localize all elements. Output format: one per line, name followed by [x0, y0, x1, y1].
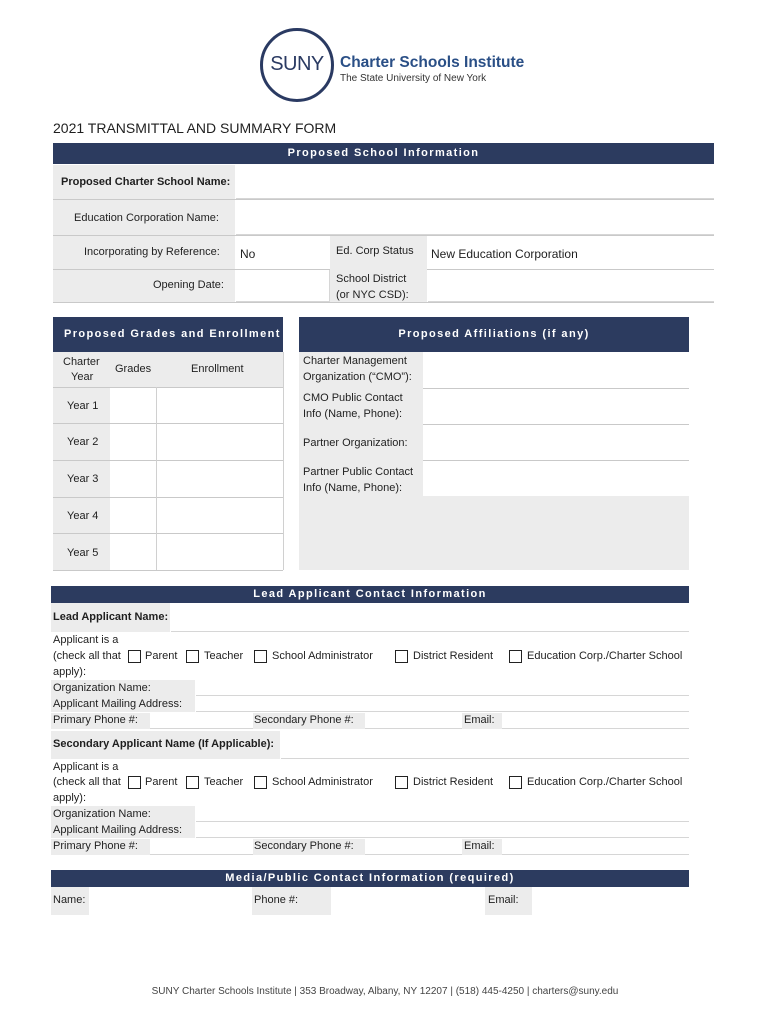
affiliations-header: Proposed Affiliations (if any) — [299, 317, 689, 352]
partner-contact-label-2: Info (Name, Phone): — [303, 482, 403, 494]
footer: SUNY Charter Schools Institute | 353 Broadway, Albany, NY 12207 | (518) 445-4250 | charters@suny.edu — [151, 986, 619, 997]
divider — [423, 388, 689, 389]
partner-label: Partner Organization: — [303, 437, 408, 449]
suny-logo — [258, 28, 548, 108]
media-email-field[interactable] — [532, 887, 689, 915]
divider — [53, 570, 283, 571]
lead-address-field[interactable] — [196, 697, 689, 712]
lead-email-field[interactable] — [502, 713, 689, 729]
media-phone-field[interactable] — [331, 887, 485, 915]
lead-primary-phone-label: Primary Phone #: — [53, 714, 138, 726]
lead-edcorp-label: Education Corp./Charter School — [527, 650, 683, 662]
year-4-label: Year 4 — [67, 510, 99, 522]
divider — [423, 424, 689, 425]
secondary-address-field[interactable] — [196, 823, 689, 838]
lead-name-label: Lead Applicant Name: — [53, 611, 169, 623]
logo-title: Charter Schools Institute — [340, 54, 525, 71]
opening-date-label: Opening Date: — [153, 279, 224, 291]
year-column-bg — [53, 352, 110, 570]
lead-edcorp-checkbox[interactable] — [509, 650, 522, 663]
media-name-label: Name: — [53, 894, 86, 906]
divider — [53, 497, 283, 498]
cmo-contact-label-2: Info (Name, Phone): — [303, 408, 403, 420]
secondary-secondary-phone-field[interactable] — [365, 839, 462, 855]
lead-org-field[interactable] — [196, 680, 689, 696]
lead-parent-checkbox[interactable] — [128, 650, 141, 663]
ed-corp-name-label: Education Corporation Name: — [74, 212, 219, 224]
incorporating-label: Incorporating by Reference: — [84, 246, 220, 258]
lead-resident-checkbox[interactable] — [395, 650, 408, 663]
cmo-label-2: Organization (“CMO”): — [303, 371, 412, 383]
lead-address-label: Applicant Mailing Address: — [53, 698, 183, 710]
lead-header: Lead Applicant Contact Information — [51, 586, 689, 603]
secondary-parent-checkbox[interactable] — [128, 776, 141, 789]
school-district-label-2: (or NYC CSD): — [336, 289, 409, 301]
divider — [53, 533, 283, 534]
school-name-field[interactable] — [236, 165, 714, 199]
secondary-applicant-is-2: (check all that — [53, 776, 121, 788]
lead-email-label: Email: — [464, 714, 495, 726]
year-2-label: Year 2 — [67, 436, 99, 448]
ed-corp-name-field[interactable] — [236, 200, 714, 235]
school-info-header: Proposed School Information — [53, 143, 714, 164]
lead-primary-phone-field[interactable] — [150, 713, 253, 729]
ed-corp-status-label: Ed. Corp Status — [336, 245, 414, 257]
secondary-edcorp-checkbox[interactable] — [509, 776, 522, 789]
secondary-org-field[interactable] — [196, 806, 689, 822]
year-3-label: Year 3 — [67, 473, 99, 485]
cmo-contact-label-1: CMO Public Contact — [303, 392, 403, 404]
cmo-label-1: Charter Management — [303, 355, 407, 367]
secondary-address-label: Applicant Mailing Address: — [53, 824, 183, 836]
secondary-email-label: Email: — [464, 840, 495, 852]
secondary-applicant-is-1: Applicant is a — [53, 761, 119, 773]
secondary-admin-label: School Administrator — [272, 776, 373, 788]
logo-mark: SUNY — [270, 53, 324, 75]
year-1-grades-field[interactable] — [110, 388, 156, 423]
lead-parent-label: Parent — [145, 650, 178, 662]
lead-resident-label: District Resident — [413, 650, 494, 662]
logo-subtitle: The State University of New York — [340, 73, 487, 84]
grades-header: Proposed Grades and Enrollment — [53, 317, 283, 352]
lead-teacher-checkbox[interactable] — [186, 650, 199, 663]
divider — [283, 352, 284, 570]
lead-name-field[interactable] — [171, 603, 689, 632]
col-charter-label: Charter — [63, 356, 100, 368]
divider — [53, 302, 714, 303]
year-5-label: Year 5 — [67, 547, 99, 559]
year-1-label: Year 1 — [67, 400, 99, 412]
media-name-field[interactable] — [89, 887, 252, 915]
lead-org-label: Organization Name: — [53, 682, 151, 694]
lead-admin-checkbox[interactable] — [254, 650, 267, 663]
media-phone-label: Phone #: — [254, 894, 299, 906]
secondary-name-field[interactable] — [281, 731, 689, 759]
col-year-label: Year — [71, 371, 94, 383]
secondary-teacher-label: Teacher — [204, 776, 244, 788]
media-header: Media/Public Contact Information (required) — [51, 870, 689, 887]
secondary-email-field[interactable] — [502, 839, 689, 855]
secondary-teacher-checkbox[interactable] — [186, 776, 199, 789]
year-1-enrollment-field[interactable] — [157, 388, 283, 423]
media-email-label: Email: — [488, 894, 519, 906]
applicant-is-label-3: apply): — [53, 666, 87, 678]
secondary-resident-checkbox[interactable] — [395, 776, 408, 789]
ed-corp-status-value[interactable]: New Education Corporation — [431, 247, 578, 261]
incorporating-value[interactable]: No — [240, 247, 256, 261]
secondary-org-label: Organization Name: — [53, 808, 151, 820]
lead-admin-label: School Administrator — [272, 650, 373, 662]
secondary-primary-phone-label: Primary Phone #: — [53, 840, 138, 852]
secondary-primary-phone-field[interactable] — [150, 839, 253, 855]
secondary-parent-label: Parent — [145, 776, 178, 788]
secondary-applicant-is-3: apply): — [53, 792, 87, 804]
applicant-is-label-1: Applicant is a — [53, 634, 119, 646]
lead-secondary-phone-label: Secondary Phone #: — [254, 714, 354, 726]
applicant-is-label-2: (check all that — [53, 650, 121, 662]
school-district-field[interactable] — [428, 270, 714, 302]
school-district-label-1: School District — [336, 273, 407, 285]
divider — [53, 423, 283, 424]
lead-secondary-phone-field[interactable] — [365, 713, 462, 729]
secondary-secondary-phone-label: Secondary Phone #: — [254, 840, 354, 852]
col-enrollment-label: Enrollment — [191, 363, 244, 375]
secondary-edcorp-label: Education Corp./Charter School — [527, 776, 683, 788]
secondary-name-label: Secondary Applicant Name (If Applicable): — [53, 738, 275, 750]
divider — [53, 460, 283, 461]
form-title: 2021 TRANSMITTAL AND SUMMARY FORM — [53, 120, 337, 136]
divider — [423, 460, 689, 461]
secondary-resident-label: District Resident — [413, 776, 494, 788]
school-name-label: Proposed Charter School Name: — [61, 176, 231, 188]
lead-teacher-label: Teacher — [204, 650, 244, 662]
col-grades-label: Grades — [115, 363, 152, 375]
partner-contact-label-1: Partner Public Contact — [303, 466, 414, 478]
secondary-admin-checkbox[interactable] — [254, 776, 267, 789]
opening-date-field[interactable] — [236, 270, 330, 302]
